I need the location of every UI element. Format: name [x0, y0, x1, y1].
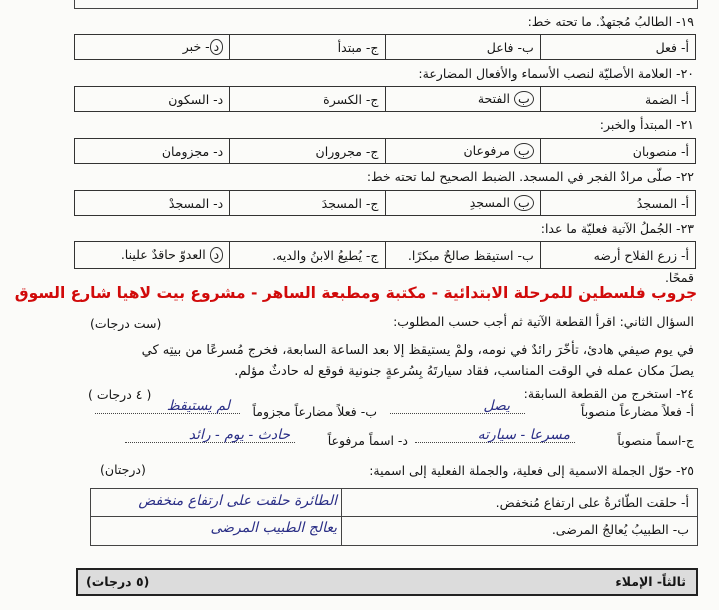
q22-option-d[interactable]: د- المسجدْ [75, 191, 230, 216]
answer-circle-mark: د [210, 247, 224, 263]
q24-part-a-answer: يصل [483, 398, 510, 414]
q23-trailing-text: قمحًا. [664, 270, 694, 285]
q24-part-d-label: د- اسماً مرفوعاً [327, 433, 408, 448]
q23-options [74, 241, 696, 269]
q25-table [90, 488, 698, 546]
q24-part-c-answer: مسرعا - سيارته [477, 427, 570, 443]
section2-heading: السؤال الثاني: اقرأ القطعة الآتية ثم أجب حسب المطلوب: [393, 314, 694, 329]
q24-part-b-label: ب- فعلاً مضارعاً مجزوماً [252, 404, 377, 419]
q23-option-d-text: العدوّ حاقدٌ علينا. [120, 247, 206, 262]
q21-option-c[interactable]: ج- مجروران [230, 139, 385, 164]
q23-option-a[interactable]: أ- زرع الفلاح أرضه [540, 242, 695, 269]
passage-line-2: يصلَ مكان عمله في الوقت المناسب، فقاد سيارتَهُ بِسُرعةٍ جنونية فوقع له حادثٌ مؤلم. [234, 364, 694, 379]
section2-marks: (ست درجات) [90, 316, 162, 331]
q19-option-d-text: خبر [182, 39, 202, 54]
q22-options [74, 190, 696, 216]
q24-part-b-answer: لم يستيقظ [166, 398, 230, 414]
answer-circle-mark: ب [514, 91, 534, 107]
q23-option-b[interactable]: ب- استيقظ صالحٌ مبكرًا. [385, 242, 540, 269]
q23-option-d[interactable] [75, 242, 230, 269]
q21-options [74, 138, 696, 164]
q20-option-b-text: الفتحة [477, 91, 510, 106]
q22-option-c[interactable]: ج- المسجدَ [230, 191, 385, 216]
section3-heading: ثالثاً- الإملاء [615, 574, 686, 589]
q19-option-a[interactable]: أ- فعل [540, 35, 695, 60]
q25-row-a: أ- حلقت الطّائرةُ على ارتفاع مُنخفض. [495, 495, 689, 510]
q25-row-b: ب- الطبيبُ يُعالجُ المرضى. [551, 522, 689, 537]
q20-options [74, 86, 696, 112]
q24-part-a-label: أ- فعلاً مضارعاً منصوباً [580, 404, 694, 419]
q21-option-b-text: مرفوعان [463, 143, 510, 158]
q24-part-c-label: ج-اسماً منصوباً [617, 433, 694, 448]
answer-circle-mark: ب [514, 143, 534, 159]
q19-stem: ١٩- الطالبُ مُجتهدٌ. ما تحته خط: [527, 14, 694, 29]
q20-option-b[interactable] [385, 87, 540, 112]
q22-stem: ٢٢- صلّى مرادٌ الفجر في المسجد. الضبط الصحيح لما تحته خط: [366, 169, 694, 184]
q23-stem: ٢٣- الجُملُ الآتية فعليّة ما عدا: [540, 221, 694, 236]
q22-option-a[interactable]: أ- المسجدُ [540, 191, 695, 216]
q19-option-d-prefix: - [201, 39, 210, 54]
q20-option-d[interactable]: د- السكون [75, 87, 230, 112]
q25-col-divider [341, 489, 342, 545]
q21-option-b[interactable] [385, 139, 540, 164]
q19-option-c[interactable]: ج- مبتدأ [230, 35, 385, 60]
q24-part-d-answer: حادث - يوم - رائد [188, 427, 290, 443]
q20-option-a[interactable]: أ- الضمة [540, 87, 695, 112]
passage-line-1: في يوم صيفي هادئ، تأخّرَ رائدٌ في نومه، ولمْ يستيقظ إلا بعد الساعة السابعة، فخرج مُسرعًا من بيتِه كي [141, 343, 694, 358]
q19-option-d[interactable] [75, 35, 230, 60]
publisher-banner: جروب فلسطين للمرحلة الابتدائية - مكتبة ومطبعة الساهر - مشروع بيت لاهيا شارع السوق [14, 284, 698, 302]
answer-circle-mark: د [210, 39, 224, 55]
q25-row-divider [91, 516, 697, 517]
q21-option-d[interactable]: د- مجزومان [75, 139, 230, 164]
q21-option-a[interactable]: أ- منصوبان [540, 139, 695, 164]
q21-stem: ٢١- المبتدأ والخبر: [599, 117, 694, 132]
section3-marks: (٥ درجات) [86, 574, 150, 589]
q20-option-c[interactable]: ج- الكسرة [230, 87, 385, 112]
q25-row-a-answer[interactable]: الطائرة حلقت على ارتفاع منخفض [138, 493, 337, 509]
q24-stem: ٢٤- استخرج من القطعة السابقة: [523, 386, 694, 401]
q25-stem: ٢٥- حوّل الجملة الاسمية إلى فعلية، والجملة الفعلية إلى اسمية: [369, 463, 694, 478]
q19-options [74, 34, 696, 60]
top-frame [74, 0, 698, 9]
section3-bar [76, 568, 698, 596]
q25-marks: (درجتان) [100, 462, 146, 477]
q19-option-b[interactable]: ب- فاعل [385, 35, 540, 60]
q22-option-b-text: المسجدِ [469, 195, 510, 210]
q24-marks: ( ٤ درجات ) [88, 387, 152, 402]
answer-circle-mark: ب [514, 195, 534, 211]
q22-option-b[interactable] [385, 191, 540, 216]
q25-row-b-answer[interactable]: يعالج الطبيب المرضى [210, 520, 337, 536]
q23-option-c[interactable]: ج- يُطيعُ الابنُ والديه. [230, 242, 385, 269]
q20-stem: ٢٠- العلامة الأصليّة لنصب الأسماء والأفعال المضارعة: [418, 66, 694, 81]
